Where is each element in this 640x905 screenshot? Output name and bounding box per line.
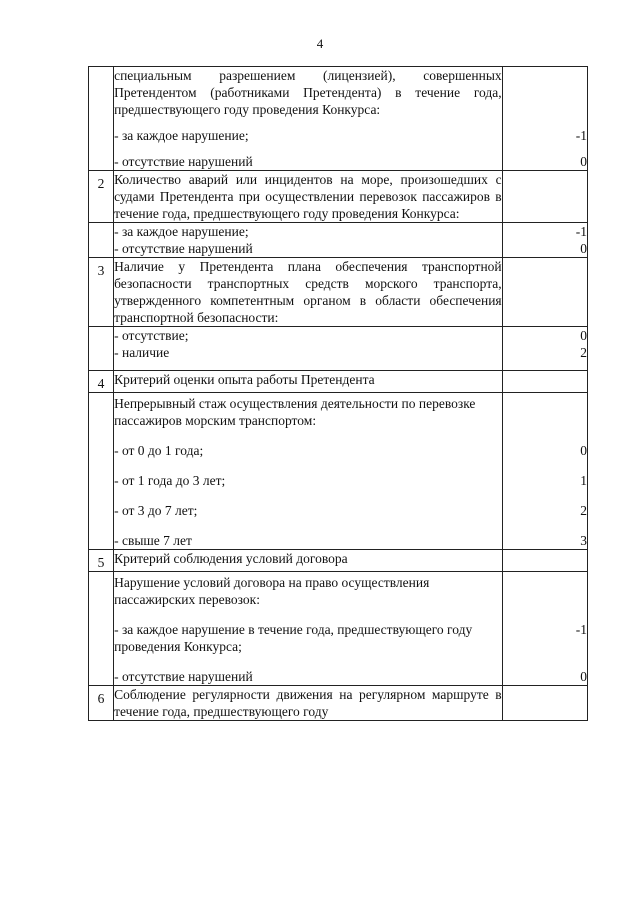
row-number: 6 <box>97 691 105 706</box>
table-row <box>89 393 588 550</box>
row-number-cell <box>89 686 114 721</box>
table-row <box>89 327 588 371</box>
criterion-subtext: Нарушение условий договора на право осуществления пассажирских перевозок: <box>114 575 430 607</box>
criteria-table <box>88 66 588 721</box>
row-number-cell <box>89 393 114 550</box>
table-row <box>89 258 588 327</box>
criterion-cell <box>114 686 503 721</box>
criterion-cell <box>114 171 503 223</box>
row-number-cell <box>89 550 114 572</box>
score-value: -1 <box>575 622 587 637</box>
score-cell <box>502 371 587 393</box>
score-cell <box>502 550 587 572</box>
score-item-label: - от 0 до 1 года; <box>114 443 204 458</box>
score-cell <box>502 223 587 258</box>
score-item-label: - наличие <box>114 345 170 360</box>
row-number-cell <box>89 171 114 223</box>
table-row <box>89 686 588 721</box>
score-item-label: - отсутствие нарушений <box>114 669 253 684</box>
score-value: -1 <box>575 224 587 239</box>
row-number: 2 <box>97 176 105 191</box>
score-cell <box>502 171 587 223</box>
score-item-label: - от 3 до 7 лет; <box>114 503 198 518</box>
score-cell <box>502 686 587 721</box>
criterion-text: Наличие у Претендента плана обеспечения транспортной безопасности транспортных средств морского транспорта, утвержденного компетентным органом в области обеспечения транспортной безопасности: <box>114 259 502 325</box>
score-value: 0 <box>580 241 587 256</box>
table-row <box>89 171 588 223</box>
score-value: 0 <box>580 669 587 684</box>
criterion-text: специальным разрешением (лицензией), совершенных Претендентом (работниками Претендента) в течение года, предшествующего году проведения Конкурса: <box>114 68 502 117</box>
row-number-cell <box>89 258 114 327</box>
row-number-cell <box>89 223 114 258</box>
criterion-subtext: Непрерывный стаж осуществления деятельности по перевозке пассажиров морским транспортом: <box>114 396 476 428</box>
score-value: 2 <box>580 503 587 518</box>
options-cell <box>114 327 503 371</box>
score-item-label: - за каждое нарушение; <box>114 128 249 143</box>
row-number: 3 <box>97 263 105 278</box>
table-row <box>89 67 588 171</box>
criterion-text: Количество аварий или инцидентов на море, произошедших с судами Претендента при осуществлении перевозок пассажиров в течение года, предшествующего году проведения Конкурса: <box>114 172 502 221</box>
criterion-cell <box>114 67 503 171</box>
score-value: -1 <box>575 128 587 143</box>
criterion-cell <box>114 371 503 393</box>
score-value: 3 <box>580 533 587 548</box>
options-cell <box>114 572 503 686</box>
score-value: 0 <box>580 154 587 169</box>
score-value: 0 <box>580 328 587 343</box>
score-value: 0 <box>580 443 587 458</box>
score-value: 2 <box>580 345 587 360</box>
row-number-cell <box>89 327 114 371</box>
score-cell <box>502 327 587 371</box>
score-item-label: - от 1 года до 3 лет; <box>114 473 226 488</box>
table-row <box>89 572 588 686</box>
table-row <box>89 371 588 393</box>
row-number-cell <box>89 371 114 393</box>
criterion-text: Критерий соблюдения условий договора <box>114 551 348 566</box>
table-row <box>89 223 588 258</box>
options-cell <box>114 223 503 258</box>
row-number-cell <box>89 572 114 686</box>
score-cell <box>502 572 587 686</box>
criterion-text: Соблюдение регулярности движения на регулярном маршруте в течение года, предшествующего году <box>114 687 502 719</box>
score-value: 1 <box>580 473 587 488</box>
score-item-label: - отсутствие нарушений <box>114 241 253 256</box>
page-number: 4 <box>316 36 324 51</box>
score-cell <box>502 258 587 327</box>
row-number <box>89 67 113 71</box>
score-item-label: - свыше 7 лет <box>114 533 192 548</box>
options-cell <box>114 393 503 550</box>
criterion-cell <box>114 258 503 327</box>
score-item-label: - отсутствие; <box>114 328 189 343</box>
score-item-label: - отсутствие нарушений <box>114 154 253 169</box>
score-item-label: - за каждое нарушение; <box>114 224 249 239</box>
row-number-cell <box>89 67 114 171</box>
score-cell <box>502 393 587 550</box>
criterion-cell <box>114 550 503 572</box>
score-cell <box>502 67 587 171</box>
row-number: 5 <box>97 555 105 570</box>
table-row <box>89 550 588 572</box>
row-number: 4 <box>97 376 105 391</box>
score-item-label: - за каждое нарушение в течение года, предшествующего году проведения Конкурса; <box>114 622 473 654</box>
criterion-text: Критерий оценки опыта работы Претендента <box>114 372 375 387</box>
